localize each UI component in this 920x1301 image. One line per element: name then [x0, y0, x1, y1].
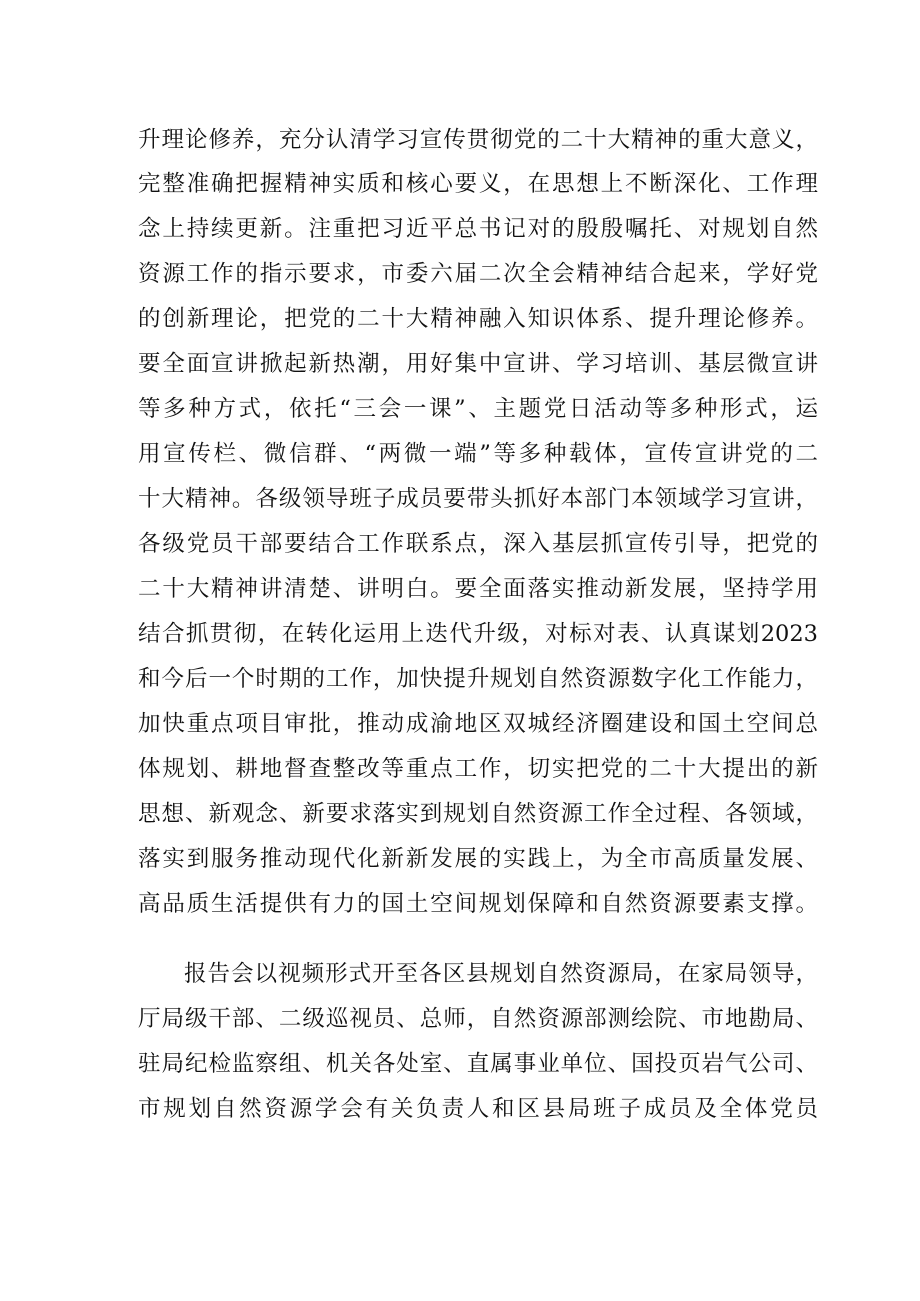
- text-line: 要全面宣讲掀起新热潮，用好集中宣讲、学习培训、基层微宣讲: [138, 351, 818, 377]
- text-line: 体规划、耕地督查整改等重点工作，切实把党的二十大提出的新: [138, 756, 818, 782]
- text-line: 完整准确把握精神实质和核心要义，在思想上不断深化、工作理: [138, 171, 818, 197]
- text-line: 和今后一个时期的工作，加快提升规划自然资源数字化工作能力，: [138, 666, 818, 692]
- text-line: 驻局纪检监察组、机关各处室、直属事业单位、国投页岩气公司、: [138, 1051, 818, 1077]
- text-line: 念上持续更新。注重把习近平总书记对的殷殷嘱托、对规划自然: [138, 216, 818, 242]
- text-line: 加快重点项目审批，推动成渝地区双城经济圈建设和国土空间总: [138, 711, 818, 737]
- text-line: 的创新理论，把党的二十大精神融入知识体系、提升理论修养。: [138, 306, 818, 332]
- text-line: 用宣传栏、微信群、“两微一端”等多种载体，宣传宣讲党的二: [138, 441, 818, 467]
- text-line: 思想、新观念、新要求落实到规划自然资源工作全过程、各领域，: [138, 801, 818, 827]
- text-line: 资源工作的指示要求，市委六届二次全会精神结合起来，学好党: [138, 261, 818, 287]
- paragraph-first-line: 报告会以视频形式开至各区县规划自然资源局，在家局领导，: [184, 961, 818, 987]
- text-line: 各级党员干部要结合工作联系点，深入基层抓宣传引导，把党的: [138, 531, 818, 557]
- text-line: 二十大精神讲清楚、讲明白。要全面落实推动新发展，坚持学用: [138, 576, 818, 602]
- text-line: 升理论修养，充分认清学习宣传贯彻党的二十大精神的重大意义，: [138, 127, 818, 153]
- text-line: 十大精神。各级领导班子成员要带头抓好本部门本领域学习宣讲，: [138, 486, 818, 512]
- text-line: 落实到服务推动现代化新新发展的实践上，为全市高质量发展、: [138, 846, 818, 872]
- text-line: 厅局级干部、二级巡视员、总师，自然资源部测绘院、市地勘局、: [138, 1006, 818, 1032]
- text-line: 高品质生活提供有力的国土空间规划保障和自然资源要素支撑。: [138, 891, 818, 917]
- text-line: 结合抓贯彻，在转化运用上迭代升级，对标对表、认真谋划2023: [138, 621, 818, 647]
- text-line: 市规划自然资源学会有关负责人和区县局班子成员及全体党员: [138, 1096, 818, 1122]
- text-line: 等多种方式，依托“三会一课”、主题党日活动等多种形式，运: [138, 396, 818, 422]
